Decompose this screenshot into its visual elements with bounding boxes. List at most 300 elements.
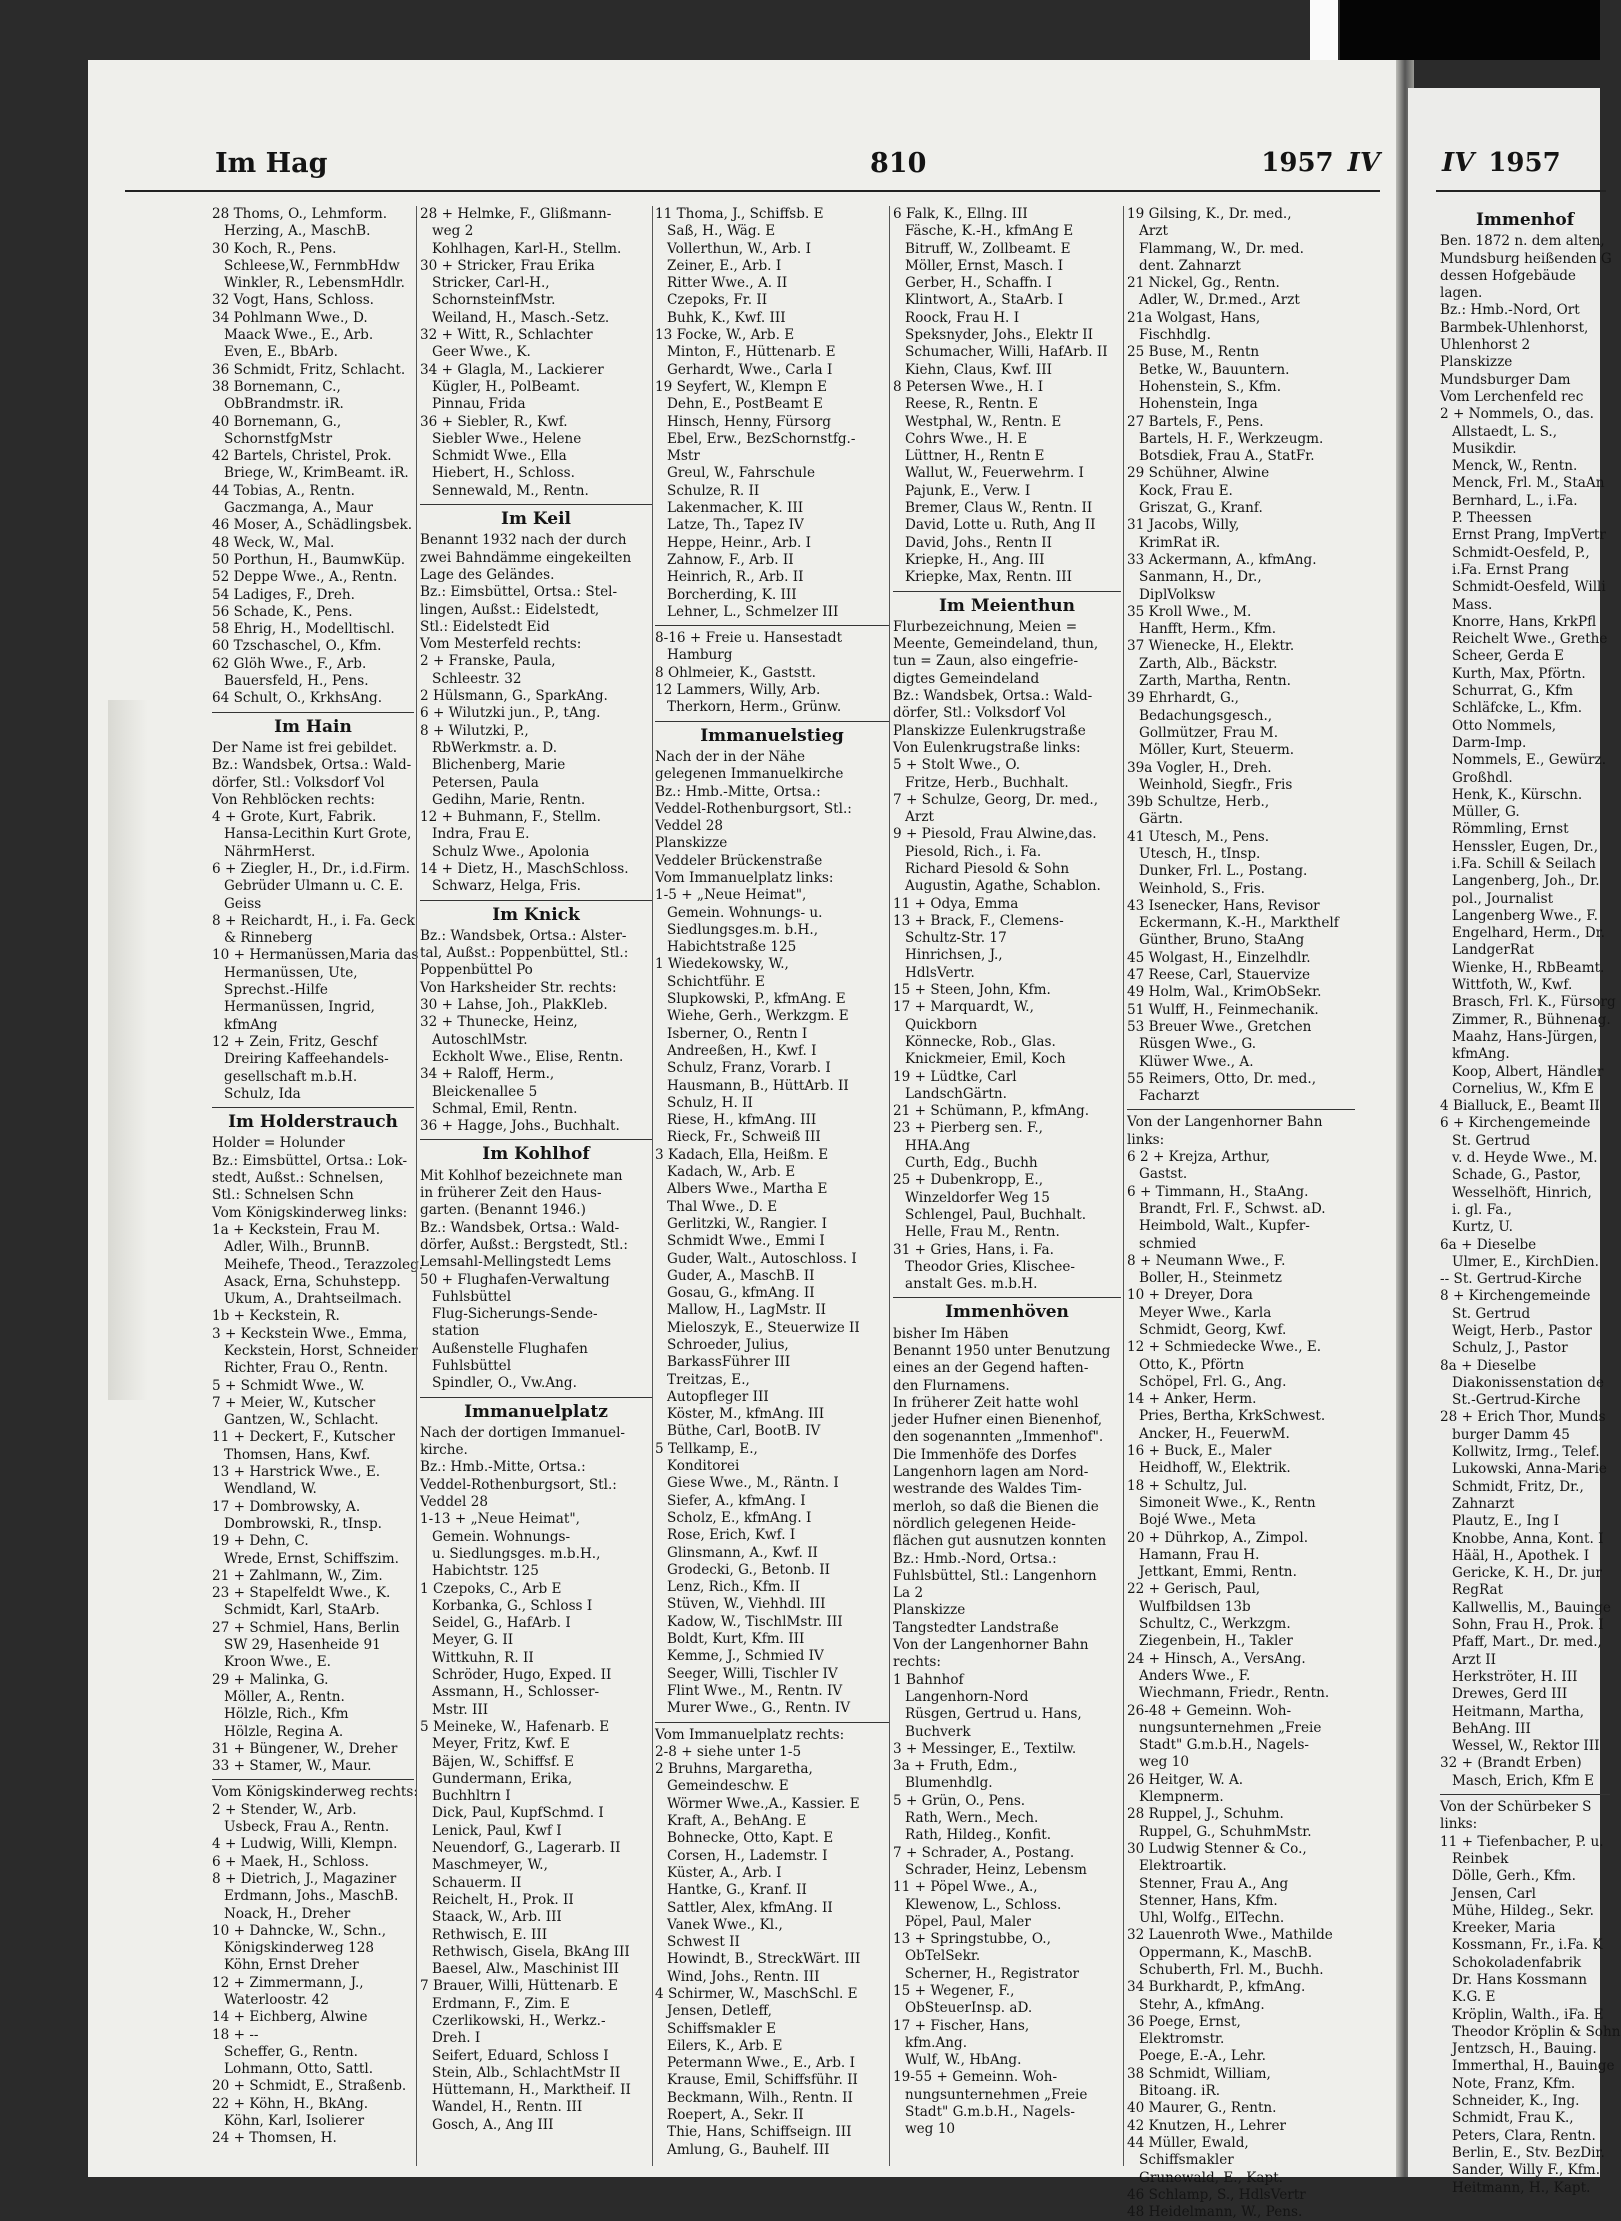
directory-entry: gesellschaft m.b.H. — [224, 1068, 358, 1085]
directory-entry: Plautz, E., Ing I — [1452, 1513, 1560, 1530]
directory-entry: Heitmann, H., Kapt. — [1452, 2179, 1591, 2196]
directory-entry: Even, E., BbArb. — [224, 344, 338, 361]
directory-entry: 23 + Pierberg sen. F., — [893, 1120, 1044, 1137]
directory-entry: Gundermann, Erika, — [432, 1770, 573, 1787]
section-divider — [1440, 1794, 1610, 1795]
directory-entry: Gemein. Wohnungs- — [432, 1528, 571, 1545]
directory-entry: Fuhlsbüttel — [432, 1358, 512, 1374]
directory-entry: nungsunternehmen „Freie — [1139, 1719, 1322, 1736]
directory-entry: dörfer, Stl.: Volksdorf Vol — [212, 774, 385, 791]
directory-entry: Guder, Walt., Autoschloss. I — [667, 1250, 857, 1267]
directory-entry: 9 + Piesold, Frau Alwine,das. — [893, 826, 1097, 843]
directory-entry: Langenhorn lagen am Nord- — [893, 1464, 1089, 1481]
directory-entry: Lüttner, H., Rentn E — [905, 448, 1045, 465]
directory-entry: Vom Mesterfeld rechts: — [420, 636, 582, 653]
directory-entry: Peters, Clara, Rentn. — [1452, 2127, 1596, 2144]
directory-entry: Wandel, H., Rentn. III — [432, 2099, 583, 2116]
directory-entry: Reichelt Wwe., Grethe — [1452, 631, 1608, 648]
directory-entry: 33 + Stamer, W., Maur. — [212, 1758, 372, 1775]
directory-entry: Beckmann, Wilh., Rentn. II — [667, 2089, 853, 2106]
street-heading: Immenhöven — [945, 1302, 1069, 1323]
directory-entry: Dölle, Gerh., Kfm. — [1452, 1868, 1576, 1885]
directory-entry: Dr. Hans Kossmann — [1452, 1971, 1587, 1988]
directory-entry: Schröder, Hugo, Exped. II — [432, 1667, 612, 1684]
directory-entry: Sprechst.-Hilfe — [224, 982, 328, 999]
directory-entry: 15 + Wegener, F., — [893, 1982, 1015, 1999]
directory-entry: Klüwer Wwe., A. — [1139, 1053, 1254, 1070]
directory-entry: 8 + Dietrich, J., Magaziner — [212, 1870, 397, 1887]
directory-entry: Schade, G., Pastor, — [1452, 1167, 1582, 1184]
directory-entry: Neuendorf, G., Lagerarb. II — [432, 1840, 621, 1857]
directory-entry: 55 Reimers, Otto, Dr. med., — [1127, 1070, 1317, 1087]
directory-entry: Hohenstein, Inga — [1139, 396, 1258, 413]
directory-entry: 8 + Neumann Wwe., F. — [1127, 1252, 1286, 1269]
directory-entry: Otto Nommels, — [1452, 717, 1557, 734]
directory-entry: Theodor Gries, Klischee- — [905, 1258, 1076, 1275]
directory-entry: Otto, K., Pförtn — [1139, 1356, 1245, 1373]
directory-entry: 15 + Steen, John, Kfm. — [893, 982, 1051, 999]
directory-entry: 6 + Kirchengemeinde — [1440, 1115, 1591, 1132]
directory-entry: 36 + Hagge, Johs., Buchhalt. — [420, 1118, 620, 1135]
column-divider — [889, 206, 890, 2166]
directory-entry: 29 Schühner, Alwine — [1127, 465, 1270, 482]
directory-entry: Dunker, Frl. L., Postang. — [1139, 863, 1308, 880]
directory-entry: Briege, W., KrimBeamt. iR. — [224, 465, 409, 482]
directory-entry: Minton, F., Hüttenarb. E — [667, 344, 836, 361]
directory-entry: Maahz, Hans-Jürgen, — [1452, 1028, 1598, 1045]
directory-entry: 31 Jacobs, Willy, — [1127, 517, 1240, 534]
directory-entry: La 2 — [893, 1585, 924, 1602]
directory-entry: Vom Königskinderweg links: — [212, 1204, 408, 1221]
directory-entry: ObBrandmstr. iR. — [224, 396, 344, 413]
directory-entry: 28 + Helmke, F., Glißmann- — [420, 206, 612, 222]
directory-entry: gelegenen Immanuelkirche — [655, 766, 844, 783]
directory-entry: Heitmann, Martha, — [1452, 1703, 1585, 1720]
directory-entry: Thal Wwe., D. E — [667, 1198, 778, 1215]
directory-entry: LandschGärtn. — [905, 1085, 1007, 1102]
directory-entry: Winkler, R., LebensmHdlr. — [224, 275, 405, 292]
directory-entry: Engelhard, Herm., Dr. — [1452, 925, 1605, 942]
directory-entry: u. Siedlungsges. m.b.H., — [432, 1545, 601, 1562]
directory-entry: Kiehn, Claus, Kwf. III — [905, 361, 1053, 378]
directory-entry: Zarth, Alb., Bäckstr. — [1139, 655, 1278, 672]
directory-entry: Flammang, W., Dr. med. — [1139, 240, 1304, 257]
directory-entry: Buhk, K., Kwf. III — [667, 309, 786, 326]
directory-entry: Glinsmann, A., Kwf. II — [667, 1544, 818, 1561]
directory-entry: 19 + Dehn, C. — [212, 1533, 309, 1550]
directory-entry: tun = Zaun, also eingefrie- — [893, 653, 1079, 670]
directory-entry: Lage des Geländes. — [420, 566, 555, 583]
directory-entry: kfmAng. — [1452, 1046, 1510, 1063]
column-divider — [416, 206, 417, 2166]
directory-entry: 11 + Tiefenbacher, P. u. — [1440, 1833, 1604, 1850]
directory-entry: Außenstelle Flughafen — [432, 1340, 588, 1357]
directory-entry: in früherer Zeit den Haus- — [420, 1185, 602, 1202]
directory-entry: Büthe, Carl, BootB. IV — [667, 1423, 821, 1440]
directory-entry: Maack Wwe., E., Arb. — [224, 327, 374, 344]
directory-entry: Reinbek — [1452, 1850, 1509, 1867]
directory-entry: 60 Tzschaschel, O., Kfm. — [212, 638, 382, 655]
directory-entry: Nach der in der Nähe — [655, 748, 806, 765]
directory-entry: Pries, Bertha, KrkSchwest. — [1139, 1408, 1326, 1425]
directory-entry: Kriepke, Max, Rentn. III — [905, 569, 1073, 586]
directory-entry: Meihefe, Theod., Terazzoleg. — [224, 1256, 424, 1273]
directory-entry: 48 Weck, W., Mal. — [212, 534, 335, 551]
directory-entry: 30 Ludwig Stenner & Co., — [1127, 1840, 1307, 1857]
directory-entry: 17 + Fischer, Hans, — [893, 2017, 1030, 2034]
directory-entry: 2 Hülsmann, G., SparkAng. — [420, 688, 608, 705]
directory-entry: Andreeßen, H., Kwf. I — [667, 1042, 817, 1059]
directory-entry: Gemeindeschw. E — [667, 1778, 789, 1795]
directory-entry: Bauersfeld, H., Pens. — [224, 673, 369, 690]
directory-entry: Sennewald, M., Rentn. — [432, 482, 589, 499]
directory-entry: Von der Schürbeker S — [1440, 1799, 1592, 1816]
page-edge-shadow — [108, 700, 148, 1400]
directory-entry: 11 + Pöpel Wwe., A., — [893, 1879, 1038, 1896]
directory-entry: Zahnarzt — [1452, 1495, 1515, 1512]
directory-entry: stedt, Außst.: Schnelsen, — [212, 1170, 384, 1187]
directory-entry: Jettkant, Emmi, Rentn. — [1139, 1564, 1297, 1581]
directory-entry: Von der Langenhorner Bahn — [893, 1637, 1089, 1654]
directory-entry: BarkassFührer III — [667, 1354, 791, 1371]
directory-entry: Gaczmanga, A., Maur — [224, 500, 373, 517]
directory-entry: Scherner, H., Registrator — [905, 1965, 1080, 1982]
directory-entry: Hausmann, B., HüttArb. II — [667, 1077, 849, 1094]
directory-entry: Wulf, W., HbAng. — [905, 2052, 1022, 2069]
directory-entry: Hüttemann, H., Marktheif. II — [432, 2082, 631, 2099]
directory-entry: Meyer Wwe., Karla — [1139, 1304, 1272, 1321]
directory-entry: Wrede, Ernst, Schiffszim. — [224, 1550, 399, 1567]
directory-entry: 12 + Buhmann, F., Stellm. — [420, 809, 601, 826]
directory-entry: Saß, H., Wäg. E — [667, 223, 776, 240]
directory-entry: Schöpel, Frl. G., Ang. — [1139, 1373, 1287, 1390]
directory-entry: Bäjen, W., Schiffsf. E — [432, 1753, 575, 1770]
directory-entry: Ziegenbein, H., Takler — [1139, 1633, 1293, 1650]
directory-entry: 22 + Gerisch, Paul, — [1127, 1581, 1261, 1598]
directory-entry: 7 Brauer, Willi, Hüttenarb. E — [420, 1978, 618, 1995]
directory-entry: 6a + Dieselbe — [1440, 1236, 1537, 1253]
directory-entry: Oppermann, K., MaschB. — [1139, 1944, 1313, 1961]
directory-entry: Tangstedter Landstraße — [893, 1619, 1059, 1636]
directory-entry: Jentzsch, H., Bauing. — [1452, 2041, 1597, 2058]
directory-entry: Uhlenhorst 2 — [1440, 337, 1531, 354]
directory-entry: 5 + Schmidt Wwe., W. — [212, 1377, 365, 1394]
column-5 — [1127, 206, 1355, 2221]
directory-entry: David, Johs., Rentn II — [905, 534, 1053, 551]
directory-entry: Rose, Erich, Kwf. I — [667, 1527, 796, 1544]
directory-entry: Allstaedt, L. S., — [1452, 423, 1558, 440]
directory-entry: Reichelt, H., Prok. II — [432, 1891, 574, 1908]
section-divider — [655, 1722, 889, 1723]
directory-entry: Zarth, Martha, Rentn. — [1139, 673, 1291, 690]
directory-entry: Buchverk — [905, 1723, 971, 1740]
directory-entry: Kallwellis, M., Bauinge — [1452, 1599, 1611, 1616]
directory-entry: Sattler, Alex, kfmAng. II — [667, 1899, 833, 1916]
directory-entry: Fäsche, K.-H., kfmAng E — [905, 223, 1074, 240]
directory-entry: Therkorn, Herm., Grünw. — [667, 699, 842, 716]
directory-entry: kfm.Ang. — [905, 2034, 968, 2051]
directory-entry: 6 + Timmann, H., StaAng. — [1127, 1183, 1309, 1200]
directory-entry: Gärtn. — [1139, 811, 1184, 828]
directory-entry: 20 + Schmidt, E., Straßenb. — [212, 2078, 407, 2095]
directory-entry: Cohrs Wwe., H. E — [905, 430, 1028, 447]
directory-entry: Klempnerm. — [1139, 1789, 1224, 1806]
directory-entry: Stenner, Frau A., Ang — [1139, 1875, 1289, 1892]
directory-entry: Schmidt Wwe., Ella — [432, 448, 567, 465]
directory-entry: Bleickenallee 5 — [432, 1083, 538, 1100]
directory-entry: Rüsgen Wwe., G. — [1139, 1036, 1257, 1053]
directory-entry: Vom Lerchenfeld rec — [1440, 388, 1584, 405]
directory-entry: NährmHerst. — [224, 843, 316, 860]
directory-entry: 14 + Anker, Herm. — [1127, 1391, 1257, 1408]
directory-entry: SchornstfgMstr — [224, 430, 333, 447]
directory-entry: 25 Buse, M., Rentn — [1127, 344, 1260, 361]
directory-entry: 5 Tellkamp, E., — [655, 1440, 758, 1457]
directory-entry: 42 Bartels, Christel, Prok. — [212, 448, 392, 465]
directory-entry: Theodor Kröplin & Sohn — [1452, 2023, 1621, 2040]
directory-entry: Schauerm. II — [432, 1874, 522, 1891]
directory-entry: Koop, Albert, Händler — [1452, 1063, 1604, 1080]
directory-entry: 28 Thoms, O., Lehmform. — [212, 206, 388, 222]
directory-entry: K.G. E — [1452, 1989, 1496, 2006]
directory-entry: Flug-Sicherungs-Sende- — [432, 1306, 598, 1323]
directory-entry: Mstr. III — [432, 1701, 489, 1718]
directory-entry: 8 Ohlmeier, K., Gaststt. — [655, 664, 816, 681]
directory-entry: Königskinderweg 128 — [224, 1940, 374, 1957]
directory-entry: Heidhoff, W., Elektrik. — [1139, 1460, 1291, 1477]
directory-entry: Knickmeier, Emil, Koch — [905, 1051, 1066, 1068]
directory-entry: 19 + Lüdtke, Carl — [893, 1068, 1017, 1085]
directory-entry: 58 Ehrig, H., Modelltischl. — [212, 621, 395, 638]
directory-entry: 28 + Erich Thor, Munds — [1440, 1409, 1606, 1426]
column-4 — [893, 206, 1121, 2166]
column-3 — [655, 206, 889, 2166]
directory-entry: 18 + -- — [212, 2026, 259, 2043]
directory-entry: Bz.: Hmb.-Nord, Ort — [1440, 302, 1580, 319]
directory-entry: Weigt, Herb., Pastor — [1452, 1323, 1592, 1339]
directory-entry: dörfer, Außst.: Bergstedt, Stl.: — [420, 1236, 628, 1253]
directory-entry: Kemme, J., Schmied IV — [667, 1648, 824, 1665]
directory-entry: Fuhlsbüttel — [432, 1288, 512, 1305]
directory-entry: Mundsburg heißenden G — [1440, 250, 1612, 267]
directory-entry: Guder, A., MaschB. II — [667, 1267, 815, 1284]
directory-entry: Gemein. Wohnungs- u. — [667, 904, 823, 921]
directory-entry: Geiss — [224, 895, 262, 912]
directory-entry: Schroeder, Julius, — [667, 1337, 789, 1353]
directory-entry: 17 + Marquardt, W., — [893, 999, 1034, 1016]
directory-entry: dörfer, Stl.: Volksdorf Vol — [893, 705, 1066, 722]
directory-entry: 5 Meineke, W., Hafenarb. E — [420, 1718, 610, 1735]
directory-entry: Sohn, Frau H., Prok. I — [1452, 1617, 1604, 1634]
directory-entry: den Flurnamens. — [893, 1377, 1010, 1394]
directory-entry: Thomsen, Hans, Kwf. — [224, 1446, 371, 1463]
directory-entry: Wendland, W. — [224, 1481, 317, 1498]
directory-entry: Wörmer Wwe.,A., Kassier. E — [667, 1795, 860, 1812]
directory-entry: Roepert, A., Sekr. II — [667, 2107, 804, 2124]
directory-entry: Mstr — [667, 448, 700, 465]
directory-entry: Köhn, Ernst Dreher — [224, 1957, 359, 1974]
directory-entry: LandgerRat — [1452, 942, 1534, 959]
directory-entry: Immerthal, H., Bauinge — [1452, 2058, 1615, 2075]
directory-entry: 12 + Zimmermann, J., — [212, 1974, 364, 1991]
directory-entry: 38 Schmidt, William, — [1127, 2065, 1271, 2082]
directory-entry: Meyer, Fritz, Kwf. E — [432, 1736, 570, 1753]
directory-entry: Albers Wwe., Martha E — [667, 1181, 828, 1198]
directory-entry: 4 Bialluck, E., Beamt II — [1440, 1098, 1600, 1115]
directory-entry: 25 + Dubenkropp, E., — [893, 1172, 1044, 1189]
directory-entry: Sanmann, H., Dr., — [1139, 569, 1262, 586]
directory-entry: 10 + Dahncke, W., Schn., — [212, 1922, 387, 1939]
directory-entry: Mieloszyk, E., Steuerwize II — [667, 1319, 860, 1336]
directory-entry: Bartels, H. F., Werkzeugm. — [1139, 430, 1324, 447]
column-2 — [420, 206, 652, 2166]
directory-entry: Schokoladenfabrik — [1452, 1954, 1582, 1971]
directory-entry: Murer Wwe., G., Rentn. IV — [667, 1700, 851, 1717]
directory-entry: anstalt Ges. m.b.H. — [905, 1276, 1038, 1293]
column-1 — [212, 206, 424, 2166]
directory-entry: Dick, Paul, KupfSchmd. I — [432, 1805, 604, 1822]
directory-entry: 5 + Stolt Wwe., O. — [893, 757, 1021, 774]
directory-entry: Poppenbüttel Po — [420, 962, 533, 979]
directory-entry: 21 + Zahlmann, W., Zim. — [212, 1567, 383, 1584]
directory-entry: Schmal, Emil, Rentn. — [432, 1100, 578, 1117]
directory-entry: Bitoang. iR. — [1139, 2083, 1221, 2100]
directory-entry: Stehr, A., kfmAng. — [1139, 1996, 1265, 2013]
directory-entry: eines an der Gegend haften- — [893, 1360, 1089, 1377]
section-divider — [212, 1779, 414, 1780]
directory-entry: Menck, W., Rentn. — [1452, 458, 1578, 475]
directory-entry: 4 + Ludwig, Willi, Klempn. — [212, 1836, 398, 1853]
directory-entry: Meente, Gemeindeland, thun, — [893, 636, 1099, 653]
directory-entry: 34 Burkhardt, P., kfmAng. — [1127, 1979, 1306, 1996]
directory-entry: Quickborn — [905, 1016, 978, 1033]
directory-entry: 6 + Wilutzki jun., P., tAng. — [420, 705, 601, 722]
directory-entry: St. Gertrud — [1452, 1132, 1531, 1149]
directory-entry: 10 + Hermanüssen,Maria das — [212, 947, 419, 964]
directory-entry: 8 + Wilutzki, P., — [420, 722, 529, 739]
directory-entry: Langenberg Wwe., F. — [1452, 907, 1598, 924]
directory-entry: Siebler Wwe., Helene — [432, 430, 582, 447]
directory-entry: Mühe, Hildeg., Sekr. — [1452, 1902, 1594, 1919]
directory-entry: Nommels, E., Gewürz. — [1452, 752, 1607, 769]
directory-entry: Kriepke, H., Ang. III — [905, 551, 1045, 568]
directory-entry: Indra, Frau E. — [432, 826, 530, 843]
directory-entry: Simoneit Wwe., K., Rentn — [1139, 1494, 1316, 1511]
directory-entry: Schumacher, Willi, HafArb. II — [905, 344, 1108, 361]
directory-entry: Waterloostr. 42 — [224, 1991, 329, 2008]
directory-entry: Scholz, E., kfmAng. I — [667, 1509, 812, 1526]
directory-entry: Ritter Wwe., A. II — [667, 275, 788, 292]
roman-volume-right: IV — [1442, 148, 1475, 178]
directory-entry: Gedihn, Marie, Rentn. — [432, 791, 586, 808]
directory-entry: Stricker, Carl-H., — [432, 275, 550, 292]
directory-entry: 39a Vogler, H., Dreh. — [1127, 759, 1272, 776]
directory-entry: 54 Ladiges, F., Dreh. — [212, 586, 355, 603]
directory-entry: Heimbold, Walt., Kupfer- — [1139, 1218, 1310, 1235]
directory-entry: Riese, H., kfmAng. III — [667, 1112, 817, 1129]
directory-entry: Zimmer, R., Bühnenag. — [1452, 1011, 1611, 1028]
directory-entry: Bz.: Eimsbüttel, Ortsa.: Lok- — [212, 1152, 408, 1169]
street-heading: Im Knick — [492, 904, 580, 925]
directory-entry: Dreiring Kaffeehandels- — [224, 1051, 389, 1068]
directory-entry: RbWerkmstr. a. D. — [432, 739, 558, 756]
directory-entry: & Rinneberg — [224, 930, 313, 947]
directory-entry: Wiechmann, Friedr., Rentn. — [1139, 1685, 1330, 1702]
directory-entry: Utesch, H., tInsp. — [1139, 845, 1261, 862]
directory-entry: tal, Außst.: Poppenbüttel, Stl.: — [420, 945, 629, 962]
directory-entry: Menck, Frl. M., StaAn — [1452, 475, 1605, 492]
directory-entry: Wulfbildsen 13b — [1139, 1598, 1251, 1615]
roman-volume-left: IV — [1347, 148, 1380, 178]
directory-entry: Facharzt — [1139, 1088, 1200, 1105]
directory-entry: Richter, Frau O., Rentn. — [224, 1360, 389, 1377]
directory-entry: 30 + Lahse, Joh., PlakKleb. — [420, 997, 608, 1014]
directory-entry: Griszat, G., Kranf. — [1139, 500, 1263, 517]
directory-entry: Hermanüssen, Ute, — [224, 964, 358, 981]
directory-entry: Baesel, Alw., Maschinist III — [432, 1961, 619, 1978]
street-heading: Im Hain — [274, 716, 352, 737]
directory-entry: Habichtstraße 125 — [667, 939, 797, 956]
directory-entry: Kreeker, Maria — [1452, 1920, 1556, 1937]
directory-entry: Scheer, Gerda E — [1452, 648, 1564, 665]
directory-entry: Elektroartik. — [1139, 1858, 1227, 1875]
directory-entry: Vanek Wwe., Kl., — [667, 1916, 783, 1933]
directory-entry: Brandt, Frl. F., Schwst. aD. — [1139, 1200, 1326, 1217]
directory-entry: 31 + Gries, Hans, i. Fa. — [893, 1241, 1054, 1258]
directory-entry: 64 Schult, O., KrkhsAng. — [212, 690, 383, 707]
directory-entry: i.Fa. Ernst Prang — [1452, 561, 1570, 578]
directory-entry: 28 Ruppel, J., Schuhm. — [1127, 1806, 1284, 1823]
directory-entry: Wesselhöft, Hinrich, — [1452, 1184, 1592, 1201]
directory-entry: Adler, W., Dr.med., Arzt — [1139, 292, 1300, 309]
directory-entry: Hamburg — [667, 647, 733, 664]
directory-entry: Siedlungsges.m. b.H., — [667, 921, 819, 938]
directory-entry: weg 10 — [905, 2121, 956, 2138]
directory-entry: Gericke, K. H., Dr. jur — [1452, 1565, 1602, 1582]
directory-entry: Blichenberg, Marie — [432, 757, 566, 774]
section-divider — [420, 900, 652, 901]
directory-entry: Ernst Prang, ImpVertr — [1452, 527, 1606, 544]
directory-entry: St. Gertrud — [1452, 1305, 1531, 1322]
directory-entry: 45 Wolgast, H., Einzelhdlr. — [1127, 949, 1311, 966]
section-divider — [420, 1139, 652, 1140]
directory-entry: 4 Schirmer, W., MaschSchl. E — [655, 1985, 858, 2002]
directory-entry: lingen, Außst.: Eidelstedt, — [420, 601, 600, 618]
directory-entry: Howindt, B., StreckWärt. III — [667, 1951, 861, 1968]
directory-entry: Hermanüssen, Ingrid, — [224, 999, 375, 1016]
directory-entry: 6 Falk, K., Ellng. III — [893, 206, 1028, 222]
directory-entry: Schmidt, Fritz, Dr., — [1452, 1478, 1584, 1495]
directory-entry: dent. Zahnarzt — [1139, 257, 1241, 274]
directory-entry: DiplVolksw — [1139, 586, 1216, 603]
directory-entry: Note, Franz, Kfm. — [1452, 2075, 1576, 2092]
directory-entry: Der Name ist frei gebildet. — [212, 739, 398, 756]
directory-entry: nungsunternehmen „Freie — [905, 2086, 1088, 2103]
directory-entry: Wessel, W., Rektor III — [1452, 1738, 1600, 1755]
directory-entry: 2 Bruhns, Margaretha, — [655, 1761, 813, 1778]
directory-entry: Rieck, Fr., Schweiß III — [667, 1129, 821, 1146]
directory-entry: flächen gut ausnutzen konnten — [893, 1533, 1107, 1550]
directory-entry: 2-8 + siehe unter 1-5 — [655, 1743, 802, 1760]
directory-entry: Isberner, O., Rentn I — [667, 1025, 808, 1042]
directory-entry: station — [432, 1323, 480, 1340]
directory-entry: Berlin, E., Stv. BezDir. — [1452, 2144, 1605, 2161]
directory-entry: Geer Wwe., K. — [432, 344, 531, 361]
directory-entry: Rath, Wern., Mech. — [905, 1810, 1039, 1827]
directory-entry: Grunewald, E., Kapt. — [1139, 2169, 1283, 2186]
directory-entry: 39b Schultze, Herb., — [1127, 794, 1270, 811]
directory-entry: jeder Hufner einen Bienenhof, — [893, 1412, 1103, 1429]
